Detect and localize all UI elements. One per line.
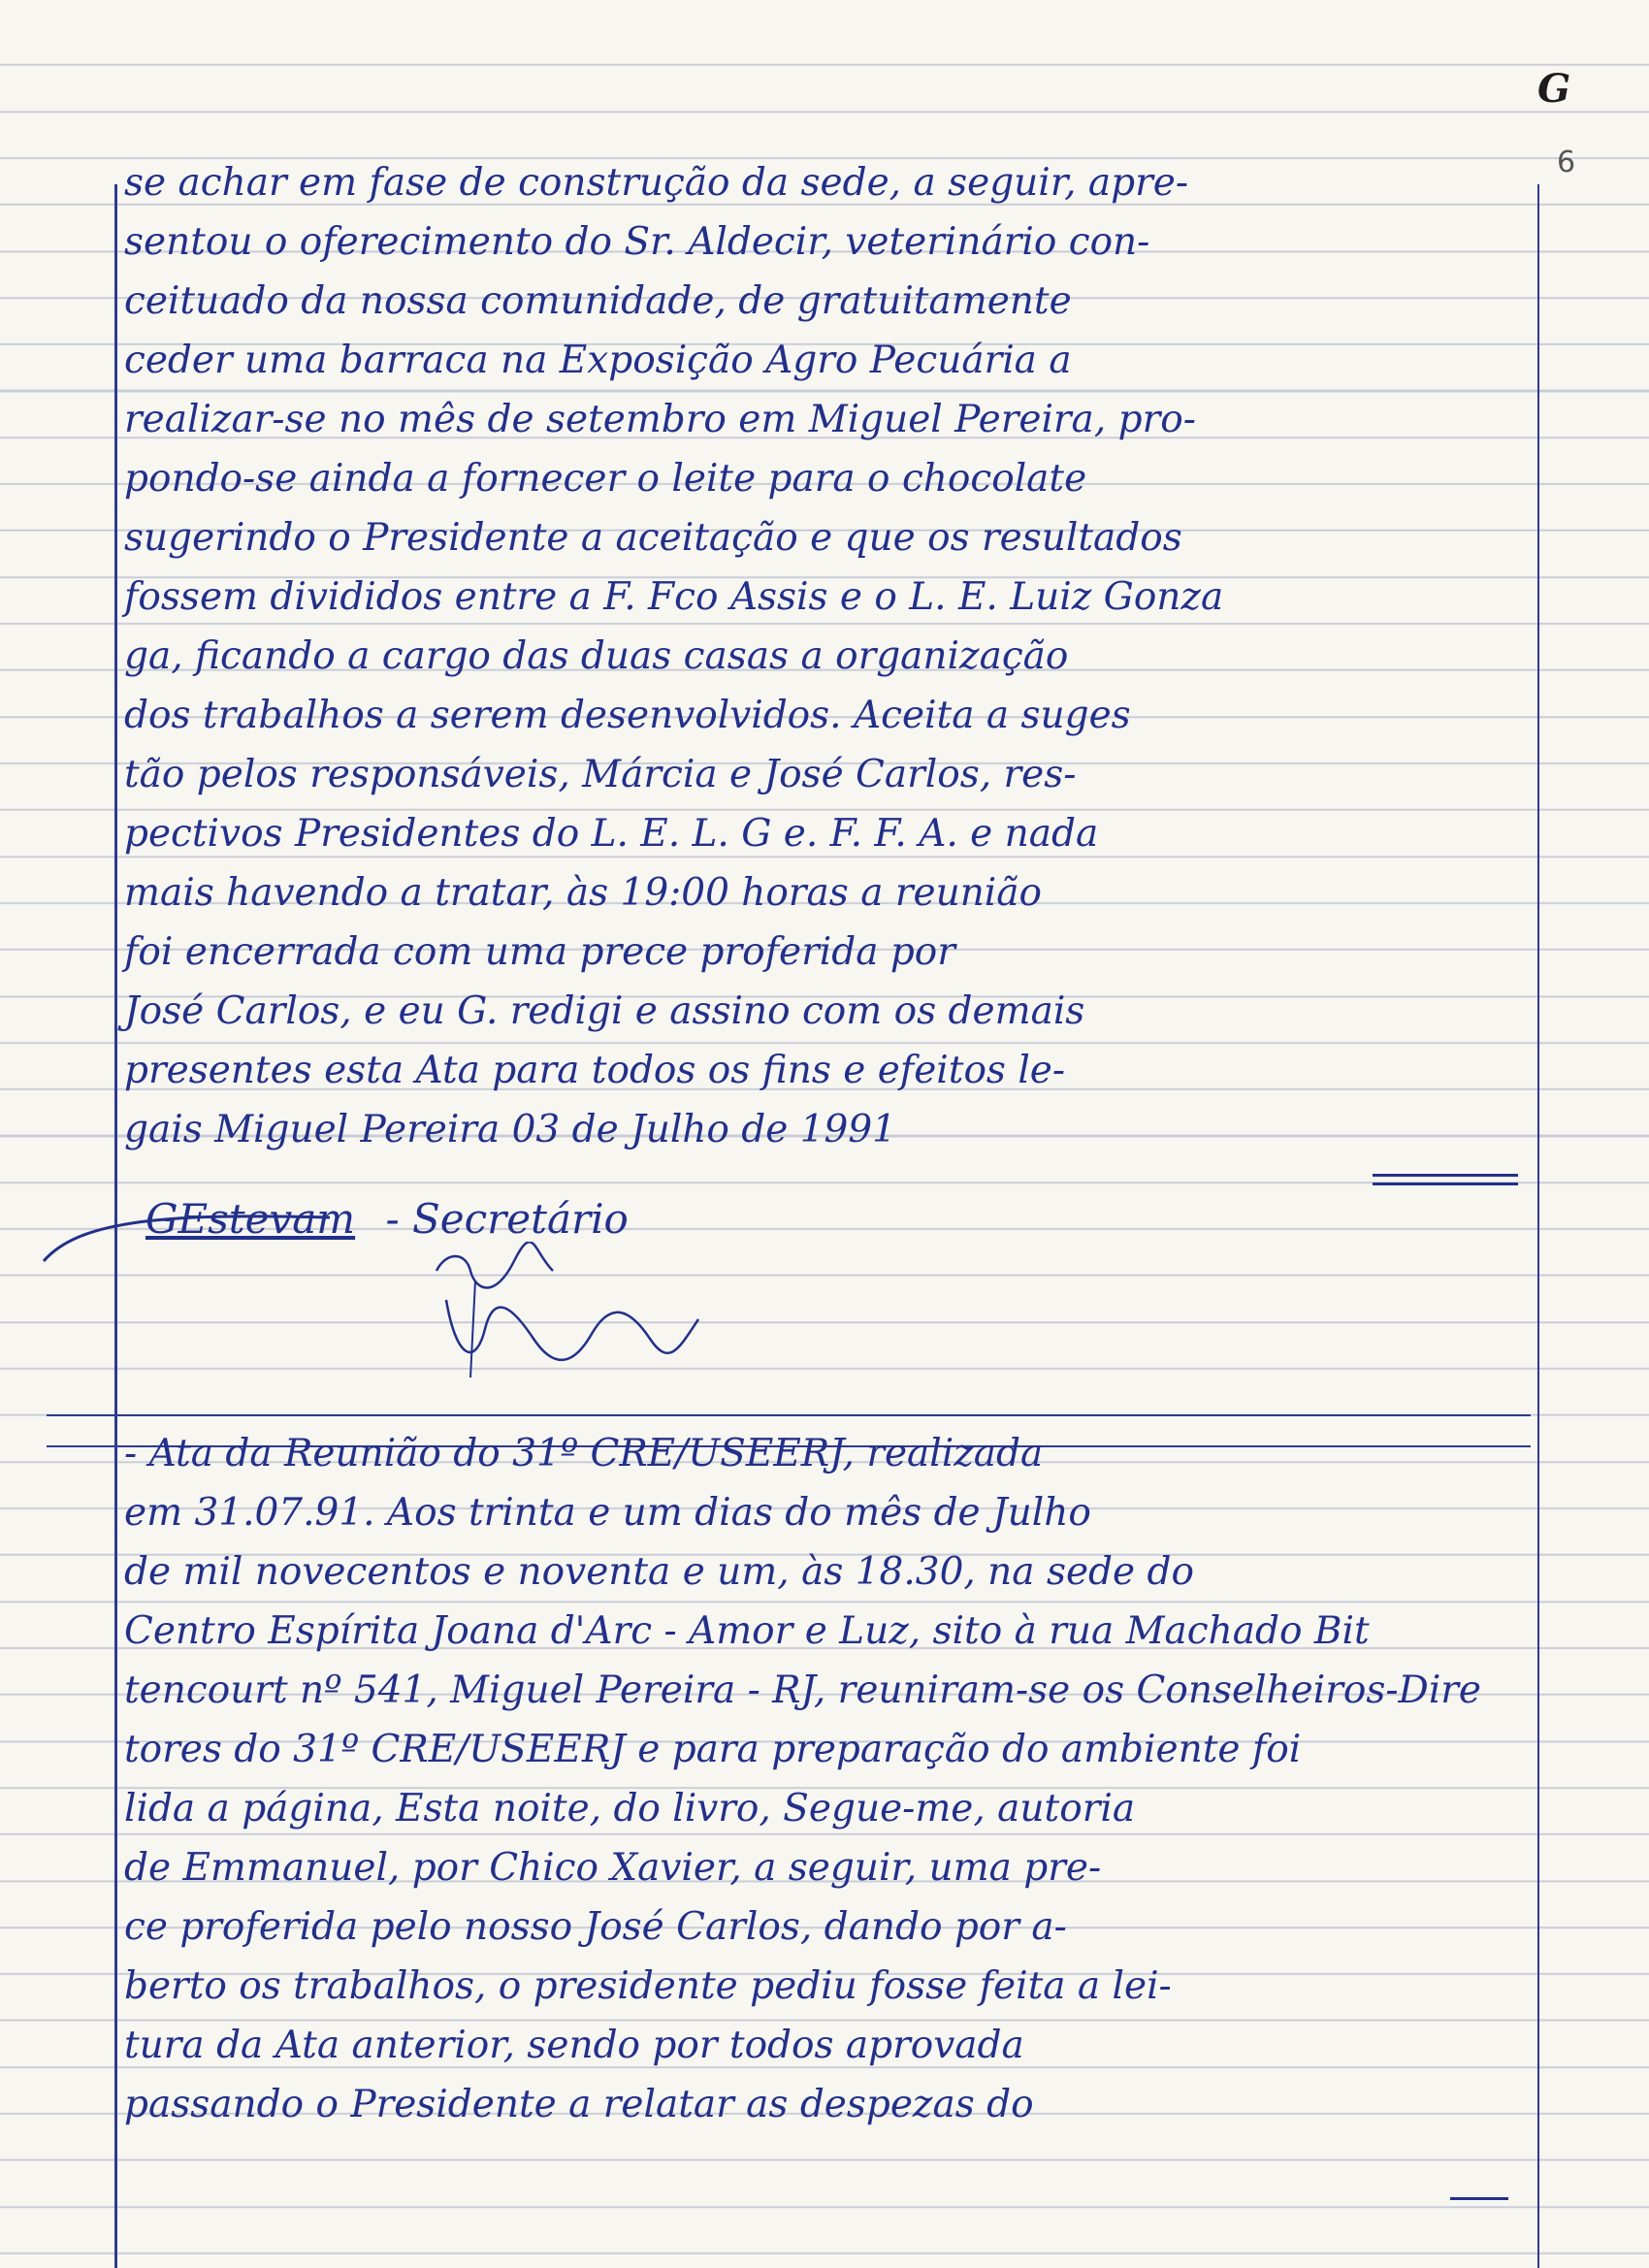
text-line: tencourt nº 541, Miguel Pereira - RJ, reuniram-se os Conselheiros-Dire bbox=[124, 1669, 1482, 1712]
minutes-entry-1 bbox=[124, 153, 1536, 1159]
secretary-role: - Secretário bbox=[385, 1195, 629, 1243]
text-line: lida a página, Esta noite, do livro, Segue-me, autoria bbox=[124, 1787, 1136, 1831]
text-line: sentou o oferecimento do Sr. Aldecir, veterinário con- bbox=[124, 220, 1150, 264]
text-line: realizar-se no mês de setembro em Miguel Pereira, pro- bbox=[124, 398, 1196, 441]
minutes-entry-2 bbox=[124, 1424, 1536, 2134]
text-line: de mil novecentos e noventa e um, às 18.30, na sede do bbox=[124, 1550, 1194, 1594]
signature-flourish bbox=[39, 1203, 349, 1280]
text-line: presentes esta Ata para todos os fins e efeitos le- bbox=[124, 1049, 1066, 1092]
secretary-signature: GEstevam bbox=[146, 1195, 356, 1243]
text-line: dos trabalhos a serem desenvolvidos. Aceita a suges bbox=[124, 694, 1131, 737]
page-number: 6 bbox=[1557, 146, 1576, 179]
text-line: passando o Presidente a relatar as despezas do bbox=[124, 2083, 1034, 2126]
text-line: fossem divididos entre a F. Fco Assis e o L. E. Luiz Gonza bbox=[124, 575, 1224, 619]
text-line: Centro Espírita Joana d'Arc - Amor e Luz, sito à rua Machado Bit bbox=[124, 1609, 1370, 1653]
text-line: mais havendo a tratar, às 19:00 horas a reunião bbox=[124, 871, 1043, 915]
text-line: ce proferida pelo nosso José Carlos, dando por a- bbox=[124, 1905, 1067, 1949]
text-line: foi encerrada com uma prece proferida por bbox=[124, 930, 955, 974]
page-initials: G bbox=[1537, 66, 1571, 112]
closing-stroke bbox=[1373, 1183, 1518, 1185]
text-line: ceituado da nossa comunidade, de gratuitamente bbox=[124, 279, 1072, 323]
text-line: sugerindo o Presidente a aceitação e que os resultados bbox=[124, 516, 1182, 560]
text-line: tores do 31º CRE/USEERJ e para preparação do ambiente foi bbox=[124, 1728, 1302, 1771]
section-divider bbox=[47, 1414, 1531, 1416]
text-line: gais Miguel Pereira 03 de Julho de 1991 bbox=[124, 1108, 896, 1151]
text-line: berto os trabalhos, o presidente pediu fosse feita a lei- bbox=[124, 1964, 1172, 2008]
text-line: José Carlos, e eu G. redigi e assino com os demais bbox=[124, 989, 1085, 1033]
handwritten-signatures bbox=[417, 1242, 728, 1397]
right-margin-line bbox=[1537, 184, 1539, 2268]
text-line: ceder uma barraca na Exposição Agro Pecuária a bbox=[124, 339, 1072, 382]
text-line: pectivos Presidentes do L. E. L. G e. F. F. A. e nada bbox=[124, 812, 1099, 856]
text-line: tão pelos responsáveis, Márcia e José Carlos, res- bbox=[124, 753, 1077, 796]
text-line: em 31.07.91. Aos trinta e um dias do mês de Julho bbox=[124, 1491, 1091, 1535]
text-line: tura da Ata anterior, sendo por todos aprovada bbox=[124, 2024, 1024, 2067]
text-line: se achar em fase de construção da sede, a seguir, apre- bbox=[124, 161, 1189, 205]
text-line: ga, ficando a cargo das duas casas a organização bbox=[124, 634, 1069, 678]
text-line: - Ata da Reunião do 31º CRE/USEERJ, realizada bbox=[124, 1432, 1044, 1475]
line-end-dash bbox=[1450, 2197, 1508, 2200]
text-line: de Emmanuel, por Chico Xavier, a seguir, uma pre- bbox=[124, 1846, 1102, 1890]
closing-stroke bbox=[1373, 1174, 1518, 1177]
text-line: pondo-se ainda a fornecer o leite para o chocolate bbox=[124, 457, 1087, 501]
